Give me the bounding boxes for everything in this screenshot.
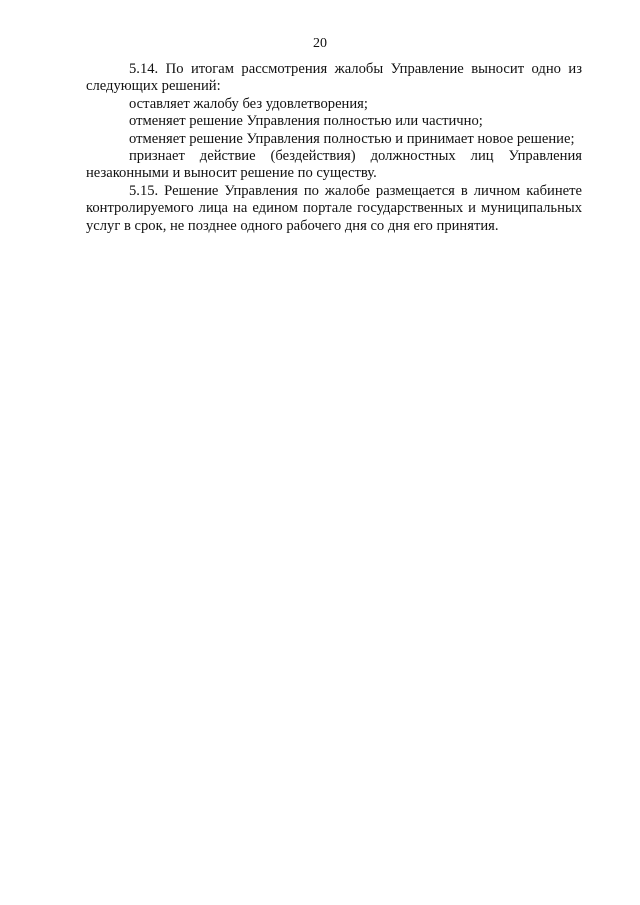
document-body <box>86 61 582 235</box>
paragraph-5-14: 5.14. По итогам рассмотрения жалобы Управление выносит одно из следующих решений: <box>86 61 582 95</box>
list-item-recognize-unlawful: признает действие (бездействия) должностных лиц Управления незаконными и выносит решение по существу. <box>86 148 582 182</box>
list-item-cancel-decision: отменяет решение Управления полностью или частично; <box>129 113 483 130</box>
list-item-cancel-and-new-decision: отменяет решение Управления полностью и принимает новое решение; <box>129 130 575 147</box>
paragraph-5-15: 5.15. Решение Управления по жалобе размещается в личном кабинете контролируемого лица на едином портале государственных и муниципальных услуг в срок, не позднее одного рабочего дня со дня его принятия. <box>86 182 582 234</box>
page-number: 20 <box>313 36 327 51</box>
list-item-leave-complaint-unsatisfied: оставляет жалобу без удовлетворения; <box>129 95 368 112</box>
